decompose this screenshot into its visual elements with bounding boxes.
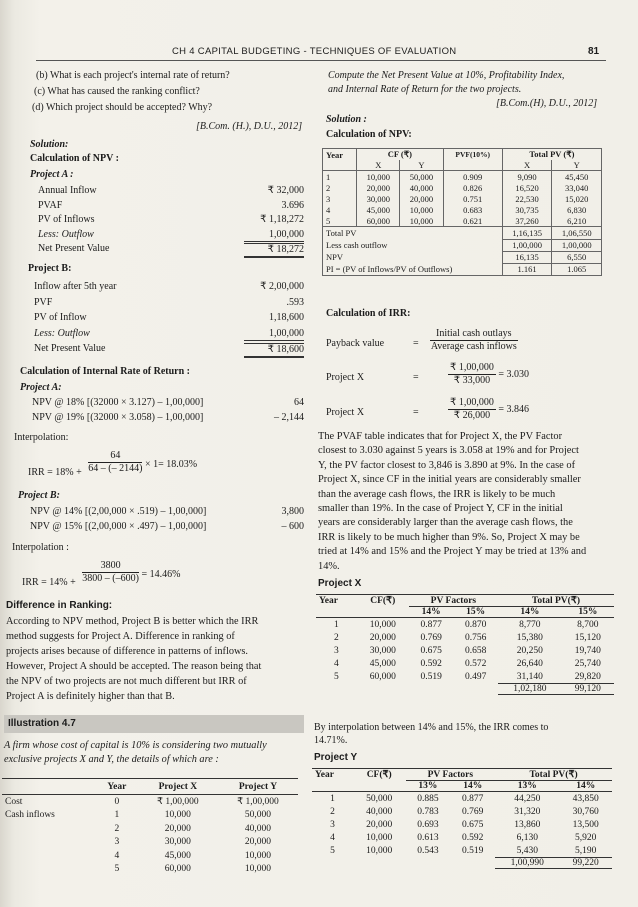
pv-h-total: Total PV(₹) [531,596,581,606]
ill-cell: Cash inflows [5,810,55,821]
interpolation-label: Interpolation: [14,432,69,443]
npv-cell: 2 [323,182,357,193]
pv-sub-empty [357,607,409,618]
npv-cell: 33,040 [552,182,602,193]
ill-cell: 50,000 [244,810,271,821]
npv-row [323,193,602,204]
pv-cell: 20,000 [366,819,393,830]
payback-x-label: Project X [326,372,365,383]
pv-sub-empty [316,607,357,618]
npv-cell: 9,090 [502,171,552,183]
right-npv-heading: Calculation of NPV: [326,129,412,140]
npv-foot-label: PI = (PV of Inflows/PV of Outflows) [323,263,503,276]
ill-cell: ₹ 1,00,000 [237,797,279,808]
pv-cell: 13,860 [514,819,541,830]
pv-cell: 0.675 [462,819,484,830]
npv-cell: 20,000 [357,182,400,193]
pv-cell: 1 [330,793,335,804]
irr-b-formula: IRR = 14% + $\frac{3800}{3800 - (-600)}$ = 14.46% [22,560,181,588]
pv-total-empty [406,858,451,869]
question-b: (b) What is each project's internal rate of return? [36,70,230,81]
npv-row [323,204,602,215]
irr-a-row-label: NPV @ 18% [(32000 × 3.127) – 1,00,000] [32,397,204,408]
pv-h-year: Year [315,769,334,780]
ill-row [2,822,298,836]
pv-sub-empty [353,781,406,792]
ill-cell: 60,000 [164,864,191,875]
payback-eq: = [413,338,419,349]
ill-row [2,849,298,863]
ill-cell [2,822,96,836]
para-line: closest to 3.030 against 5 years is 3.058 at 19% and for Project [318,445,579,457]
irr-a-row-value: – 2,144 [274,412,304,423]
pv-sub: 14% [498,607,562,618]
npv-foot-x: 1,00,000 [502,239,552,251]
ill-cell: 5 [114,864,120,875]
pv-cell: 10,000 [366,845,393,856]
pv-cell: 5 [330,845,335,856]
difference-line: Project A is definitely higher than that B. [6,691,175,702]
pv-cell: 15,380 [516,632,543,643]
pv-total-row [312,858,612,869]
pv-h-cf: CF(₹) [366,770,392,781]
irr-project-a: Project A: [20,382,62,393]
pv-h-factors: PV Factors [430,595,477,606]
right-question-line1: Compute the Net Present Value at 10%, Profitability Index, [328,70,565,81]
pv-header-row [316,595,614,607]
npv-foot-label: Total PV [323,227,503,240]
project-b-heading: Project B: [28,263,72,274]
npv-cell: 16,520 [502,182,552,193]
npv-h-pvf: PVF(10%) [443,149,502,161]
pv-cell: 6,130 [516,832,538,843]
pv-cell: 43,850 [572,793,599,804]
pv-cell: 8,700 [577,619,599,630]
irr-project-b: Project B: [18,490,60,501]
pv-cell: 30,000 [369,645,396,656]
pv-total-row [316,684,614,695]
pv-cell: 19,740 [574,645,601,656]
ill-header-cell: Project Y [218,779,298,795]
npv-foot-y: 6,550 [552,251,602,263]
pv-sub-row [316,607,614,618]
pv-cell: 0.519 [420,671,442,682]
pv-cell: 8,770 [519,619,541,630]
npv-foot-label: NPV [323,251,503,263]
npv-sub: X [357,160,400,171]
pv-cell: 0.572 [464,658,487,669]
pv-cell: 0.756 [464,632,487,643]
npv-cell: 4 [323,204,357,215]
pv-total-empty [453,684,498,695]
a-row-label: PV of Inflows [38,214,95,226]
pv-cell: 4 [333,658,339,669]
pv-header-row [312,769,612,781]
b-row-label: Net Present Value [34,343,106,354]
npv-foot-row [323,251,602,263]
pv-sub-empty [312,781,353,792]
npv-cell: 5 [323,215,357,227]
pv-cell: 5,190 [575,845,597,856]
b-row-value: .593 [286,296,304,308]
npv-cell: 0.751 [443,193,502,204]
ill-header-cell [2,779,96,795]
pv-cell: 0.877 [420,619,442,630]
npv-foot-label: Less cash outflow [323,239,503,251]
pv-cell: 30,760 [572,806,599,817]
pv-cell: 0.519 [462,845,484,856]
npv-cell: 10,000 [400,215,443,227]
pv-row [316,644,614,657]
pv-row [312,831,612,844]
a-row-label: PVAF [38,199,63,211]
ill-cell: 10,000 [244,864,271,875]
pv-total-empty [357,684,409,695]
ill-header-cell: Project X [138,779,218,795]
npv-row [323,182,602,193]
difference-line: method suggests for Project A. Difference in ranking of [6,631,235,642]
pv-row [316,657,614,670]
npv-cell: 37,260 [502,215,552,227]
para-line: smaller than 19%. In the case of Project Y, CF in the initial [318,503,563,514]
irr-a-row-label: NPV @ 19% [(32000 × 3.058) – 1,00,000] [32,412,204,423]
right-question-line2: and Internal Rate of Return for the two projects. [328,84,522,95]
npv-foot-y: 1,06,550 [552,227,602,240]
irr-heading: Calculation of Internal Rate of Return : [20,366,190,377]
interpolation-label-2: Interpolation : [12,542,69,553]
pv-cell: 50,000 [366,793,393,804]
pv-sub: 13% [406,781,451,792]
pv-sub: 15% [453,607,498,618]
a-row-label: Net Present Value [38,243,110,255]
npv-foot-x: 1.161 [502,263,552,276]
ill-cell: 30,000 [164,837,191,848]
npv-row [323,215,602,227]
ill-cell: 4 [114,850,120,861]
project-x-table [316,594,614,695]
interp-note-2: 14.71%. [314,735,348,746]
pv-cell: 0.613 [417,832,439,843]
difference-line: According to NPV method, Project B is better which the IRR [6,616,259,627]
npv-cell: 45,000 [357,204,400,215]
npv-cell: 6,210 [552,215,602,227]
npv-cell: 0.826 [443,182,502,193]
npv-sub: X [502,160,552,171]
ill-cell: 20,000 [244,837,271,848]
pv-sub-row [312,781,612,792]
ill-cell: 3 [114,837,120,848]
ill-header-cell: Year [96,779,138,795]
para-line: than the average cash flows, the IRR is likely to be much [318,488,556,500]
npv-sub-empty [443,160,502,171]
npv-h-year: Year [323,149,357,161]
pv-cell: 3 [333,645,339,656]
pv-row [316,670,614,684]
pv-cell: 40,000 [366,806,393,817]
right-question-reference: [B.Com.(H), D.U., 2012] [496,98,598,109]
npv-heading: Calculation of NPV : [30,153,119,164]
page-number: 81 [588,46,600,57]
pv-row [316,618,614,632]
npv-cell: 22,530 [502,193,552,204]
pv-cell: 0.783 [417,806,439,817]
pv-row [312,805,612,818]
pv-cell: 0.769 [420,632,442,643]
npv-sub: Y [552,160,602,171]
ill-cell: 45,000 [164,850,191,861]
npv-foot-y: 1.065 [552,263,602,276]
pv-total: 99,220 [559,858,612,869]
illustration-heading: Illustration 4.7 [8,718,76,729]
irr-b-row-label: NPV @ 14% [(2,00,000 × .519) – 1,00,000] [30,506,207,517]
para-line: tried at 14% and 15% and the Project Y may be tried at 13% and [318,546,587,558]
npv-cell: 50,000 [400,171,443,183]
illustration-line: exclusive projects X and Y, the details of which are : [4,754,219,765]
difference-line: projects arises because of difference in patterns of inflows. [6,646,248,657]
npv-cell: 40,000 [400,182,443,193]
pv-cell: 20,250 [516,645,543,656]
chapter-header: CH 4 CAPITAL BUDGETING - TECHNIQUES OF EVALUATION [172,46,457,57]
ill-row [2,863,298,877]
b-row-label: Less: Outflow [34,327,90,339]
pv-cell: 31,320 [514,806,541,817]
illustration-table [2,778,298,876]
b-row-value: 1,18,600 [269,312,304,323]
npv-sub-empty [323,160,357,171]
a-row-value: 3.696 [281,199,304,211]
ill-row [2,809,298,823]
pv-sub: 14% [450,781,495,792]
ill-row [2,795,298,809]
payback-y-eq: = [413,407,419,418]
npv-foot-row [323,239,602,251]
pv-sub: 15% [562,607,614,618]
pv-h-total: Total PV(₹) [529,770,578,780]
irr-a-formula: IRR = 18% + $\frac{64}{64 - (- 2144)}$ × 1= 18.03% [28,450,198,478]
b-row-label: PVF [34,296,53,308]
pv-total-empty [316,684,357,695]
payback-y-formula: $\frac{₹ 1,00,000}{₹ 26,000}$ = 3.846 [450,397,530,421]
difference-line: the NPV of two projects are not much different but IRR of [6,676,247,687]
npv-h-cf: CF (₹) [357,149,443,161]
npv-header-row [323,149,602,161]
pv-sub: 14% [559,781,612,792]
a-row-value: 1,00,000 [244,229,304,242]
para-line: Y, the PV factor closest to 3,846 is 3.890 at 9%. In the case of [318,459,576,471]
payback-label: Payback value [326,338,385,349]
b-row-label: Inflow after 5th year [34,281,117,292]
project-a-heading: Project A : [30,169,74,180]
payback-formula: $\frac{\text{Initial cash outlays}}{\text{Average cash inflows}}$ [430,328,517,352]
illustration-line: A firm whose cost of capital is 10% is considering two mutually [4,740,267,751]
a-row-label: Annual Inflow [38,185,97,196]
pv-total-empty [409,684,454,695]
pv-cell: 45,000 [369,658,396,669]
irr-b-row-label: NPV @ 15% [(2,00,000 × .497) – 1,00,000] [30,521,207,532]
solution-heading: Solution: [30,139,69,150]
a-row-value: ₹ 32,000 [267,185,304,196]
npv-cell: 1 [323,171,357,183]
pv-cell: 60,000 [369,671,396,682]
pv-cell: 29,820 [574,671,601,682]
pv-cell: 0.693 [417,819,439,830]
a-row-value: ₹ 1,18,272 [260,214,304,226]
pv-cell: 10,000 [366,832,393,843]
right-solution-heading: Solution : [326,114,367,125]
para-line: 14%. [318,560,340,572]
project-x-heading: Project X [318,578,362,589]
irr-b-row-value: – 600 [281,521,304,532]
pv-cell: 1 [333,619,339,630]
irr-a-row-value: 64 [294,397,304,408]
pv-cell: 5,920 [575,832,597,843]
ill-cell: 10,000 [244,850,271,861]
payback-y-label: Project X [326,407,365,418]
pv-cell: 26,640 [516,658,543,669]
pv-row [312,792,612,806]
a-row-value: ₹ 18,272 [244,243,304,258]
project-y-heading: Project Y [314,752,358,763]
ill-cell: Cost [5,796,23,807]
payback-x-formula: $\frac{₹ 1,00,000}{₹ 33,000}$ = 3.030 [450,362,530,386]
pv-cell: 15,120 [574,632,601,643]
pv-cell: 20,000 [369,632,396,643]
ill-header-row [2,779,298,795]
pv-total: 99,120 [562,684,614,695]
ill-cell [2,849,96,863]
irr-b-row-value: 3,800 [281,506,304,517]
pv-total-empty [312,858,353,869]
ill-cell: 40,000 [244,823,271,834]
question-d: (d) Which project should be accepted? Why? [32,102,213,113]
para-line: The PVAF table indicates that for Project X, the PV Factor [318,431,563,442]
npv-cell: 6,830 [552,204,602,215]
pv-cell: 10,000 [369,619,396,630]
pv-cell: 3 [330,819,335,830]
pv-cell: 0.592 [462,832,484,843]
difference-line: However, Project A should be accepted. The reason being that [6,661,262,672]
ill-cell: 1 [114,810,120,821]
ill-cell [2,836,96,850]
pv-cell: 0.870 [464,619,487,630]
npv-cell: 0.909 [443,171,502,183]
header-rule [36,60,606,61]
ill-cell: ₹ 1,00,000 [157,797,199,808]
b-row-value: 1,00,000 [244,328,304,341]
irr-right-heading: Calculation of IRR: [326,308,411,319]
npv-cell: 15,020 [552,193,602,204]
npv-cell: 10,000 [400,204,443,215]
pv-cell: 0.592 [420,658,442,669]
ill-cell: 2 [114,823,120,834]
para-line: Project X, since CF in the initial years are considerably smaller [318,474,581,486]
pv-cell: 0.675 [420,645,442,656]
npv-cell: 0.683 [443,204,502,215]
pv-row [312,844,612,858]
npv-cell: 0.621 [443,215,502,227]
npv-cell: 60,000 [357,215,400,227]
npv-foot-x: 16,135 [502,251,552,263]
b-row-value: ₹ 2,00,000 [260,281,304,292]
npv-sub-row [323,160,602,171]
pv-cell: 0.497 [464,671,487,682]
ill-cell: 0 [114,796,120,807]
pv-cell: 2 [333,632,339,643]
pv-cell: 4 [330,832,335,843]
ill-cell: 10,000 [164,810,191,821]
pv-total-empty [353,858,406,869]
payback-x-eq: = [413,372,419,383]
pv-h-year: Year [319,595,338,606]
npv-h-total: Total PV (₹) [502,149,601,161]
pv-row [316,631,614,644]
pv-cell: 5,430 [516,845,538,856]
npv-foot-x: 1,16,135 [502,227,552,240]
npv-cell: 45,450 [552,171,602,183]
interp-note-1: By interpolation between 14% and 15%, the IRR comes to [314,722,549,733]
npv-sub: Y [400,160,443,171]
npv-cell: 3 [323,193,357,204]
para-line: IRR is likely to be much higher than 9%. So, Project X may be [318,531,580,543]
npv-cell: 20,000 [400,193,443,204]
pv-cell: 0.877 [462,793,484,804]
pv-total-empty [450,858,495,869]
b-row-value: ₹ 18,600 [244,343,304,358]
difference-heading: Difference in Ranking: [6,600,113,611]
pv-sub: 13% [495,781,559,792]
npv-cell: 10,000 [357,171,400,183]
npv-row [323,171,602,183]
pv-cell: 13,500 [572,819,599,830]
pv-cell: 44,250 [514,793,541,804]
npv-foot-row [323,263,602,276]
pv-total: 1,00,990 [495,858,559,869]
a-row-label: Less: Outflow [38,228,94,240]
npv-foot-row [323,227,602,240]
npv-foot-y: 1,00,000 [552,239,602,251]
ill-cell [2,863,96,877]
pv-cell: 25,740 [574,658,601,669]
pv-cell: 0.885 [417,793,439,804]
pv-cell: 5 [333,671,339,682]
question-reference: [B.Com. (H.), D.U., 2012] [196,121,303,132]
ill-cell: 20,000 [164,823,191,834]
project-y-table [312,768,612,869]
pv-h-factors: PV Factors [427,769,474,780]
pv-cell: 0.658 [464,645,487,656]
pv-cell: 0.543 [417,845,439,856]
question-c: (c) What has caused the ranking conflict? [34,86,200,97]
pv-cell: 31,140 [516,671,543,682]
b-row-label: PV of Inflow [34,312,87,323]
pv-cell: 0.769 [462,806,484,817]
pv-total: 1,02,180 [498,684,562,695]
pv-cell: 2 [330,806,335,817]
pv-row [312,818,612,831]
pv-h-cf: CF(₹) [370,596,396,607]
npv-table [322,148,602,276]
para-line: years are considerably larger than the average cash flows, the [318,517,573,529]
ill-row [2,836,298,850]
pv-sub: 14% [409,607,454,618]
npv-cell: 30,735 [502,204,552,215]
npv-cell: 30,000 [357,193,400,204]
